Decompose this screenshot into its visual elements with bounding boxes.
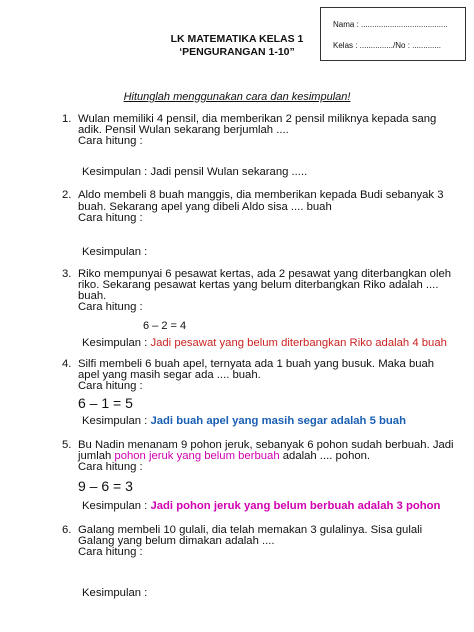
- question-text-line: Riko mempunyai 6 pesawat kertas, ada 2 pesawat yang diterbangkan oleh: [78, 268, 452, 280]
- question-number: 1.: [62, 113, 72, 125]
- question-number: 6.: [62, 524, 72, 536]
- highlighted-phrase: pohon jeruk yang belum berbuah: [114, 450, 280, 462]
- question-text-line: Galang membeli 10 gulali, dia telah memakan 3 gulalinya. Sisa gulali: [78, 524, 423, 536]
- question-text-line: Aldo membeli 8 buah manggis, dia memberikan kepada Budi sebanyak 3: [78, 189, 444, 201]
- name-field[interactable]: Nama : .......................................: [333, 20, 448, 29]
- kesimpulan-line: Kesimpulan : Jadi pensil Wulan sekarang .....: [82, 166, 308, 178]
- question-number: 3.: [62, 268, 72, 280]
- question-text-line: adik. Pensil Wulan sekarang berjumlah ....: [78, 124, 289, 136]
- kesimpulan-line: [82, 500, 440, 513]
- instruction-text: Hitunglah menggunakan cara dan kesimpulan!: [123, 91, 351, 103]
- text-fragment: adalah .... pohon.: [279, 450, 371, 462]
- question-number: 2.: [62, 189, 72, 201]
- cara-hitung-label: Cara hitung :: [78, 301, 143, 313]
- kesimpulan-line: [82, 337, 447, 350]
- question-text-line: buah. Sekarang apel yang dibeli Aldo sisa .... buah: [78, 201, 332, 213]
- answer-text: Jadi pesawat yang belum diterbangkan Riko adalah 4 buah: [150, 337, 447, 349]
- cara-hitung-label: Cara hitung :: [78, 380, 143, 392]
- worksheet-title: LK MATEMATIKA KELAS 1: [170, 33, 304, 45]
- answer-text: Jadi pohon jeruk yang belum berbuah adalah 3 pohon: [150, 500, 441, 512]
- kesimpulan-label: Kesimpulan :: [82, 587, 148, 599]
- cara-hitung-label: Cara hitung :: [78, 461, 143, 473]
- equation-text: 6 – 1 = 5: [78, 395, 133, 411]
- kesimpulan-label: Kesimpulan :: [82, 246, 148, 258]
- cara-hitung-label: Cara hitung :: [78, 135, 143, 147]
- kesimpulan-label: Kesimpulan :: [82, 415, 148, 427]
- question-text-line: Silfi membeli 6 buah apel, ternyata ada 1 buah yang busuk. Maka buah: [78, 358, 435, 370]
- kesimpulan-label: Kesimpulan :: [82, 337, 148, 349]
- equation-text: 6 – 2 = 4: [143, 320, 187, 332]
- question-text-line: Wulan memiliki 4 pensil, dia memberikan 2 pensil miliknya kepada sang: [78, 113, 437, 125]
- question-text-line: apel yang masih segar ada .... buah.: [78, 369, 261, 381]
- worksheet-subtitle: ‘PENGURANGAN 1-10”: [179, 46, 295, 58]
- question-number: 4.: [62, 358, 72, 370]
- question-number: 5.: [62, 439, 72, 451]
- question-text-line: buah.: [78, 290, 107, 302]
- question-text-line: Bu Nadin menanam 9 pohon jeruk, sebanyak 6 pohon sudah berbuah. Jadi: [78, 439, 454, 451]
- kesimpulan-label: Kesimpulan :: [82, 500, 148, 512]
- question-text-line: Galang yang belum dimakan adalah ....: [78, 535, 275, 547]
- cara-hitung-label: Cara hitung :: [78, 546, 143, 558]
- cara-hitung-label: Cara hitung :: [78, 212, 143, 224]
- question-text-line: riko. Sekarang pesawat kertas yang belum diterbangkan Riko adalah ....: [78, 279, 439, 291]
- class-number-field[interactable]: Kelas : .............../No : .............: [333, 41, 442, 50]
- equation-text: 9 – 6 = 3: [78, 478, 133, 494]
- text-fragment: jumlah: [78, 450, 115, 462]
- answer-text: Jadi buah apel yang masih segar adalah 5 buah: [150, 415, 406, 427]
- kesimpulan-line: [82, 415, 406, 428]
